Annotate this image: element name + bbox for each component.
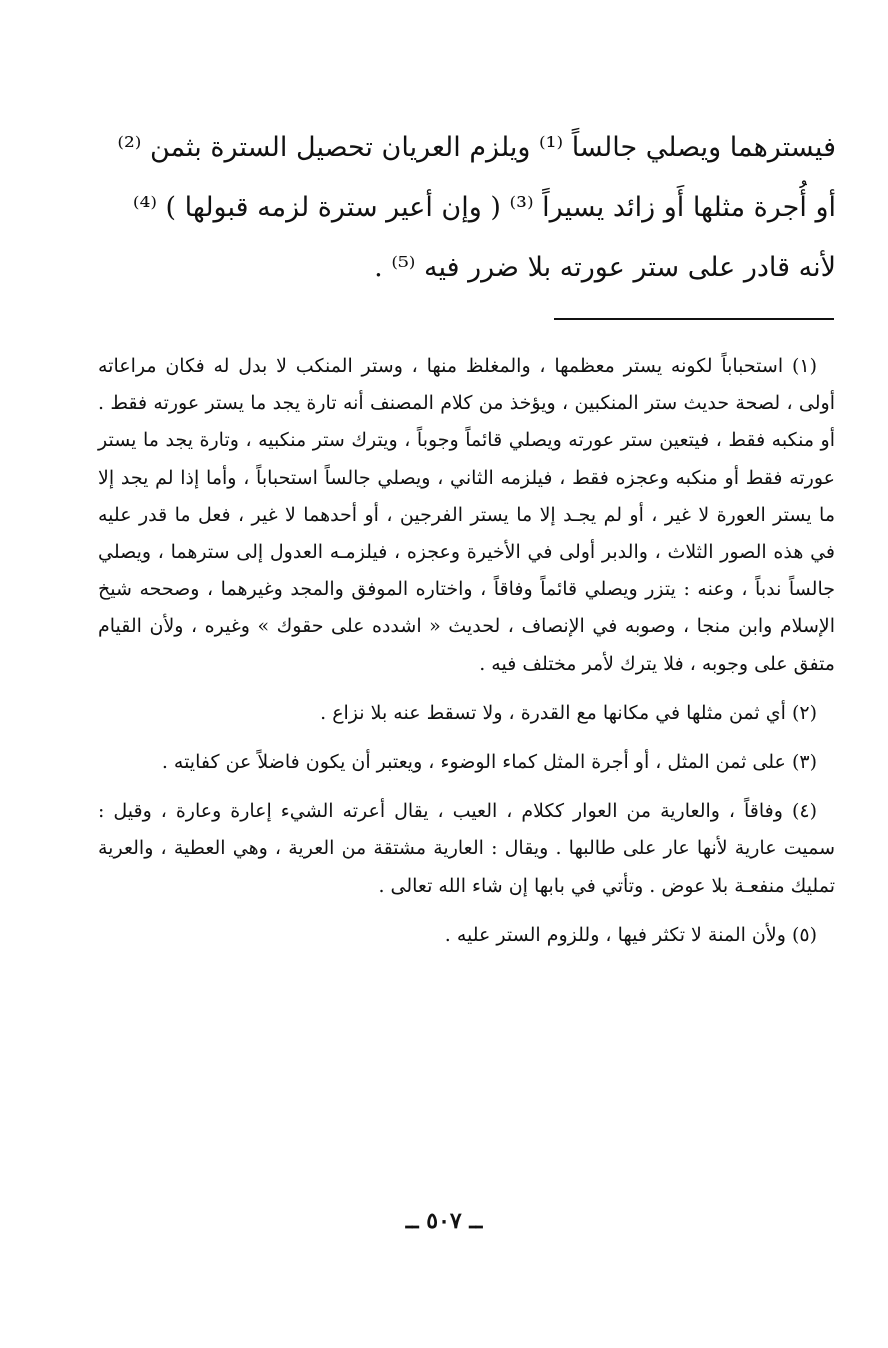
footnote-number: (٤): [791, 800, 817, 823]
footnote-2: [98, 695, 835, 732]
footnote-number: (٢): [791, 701, 817, 724]
main-text-line-2: أو أُجرة مثلها أَو زائد يسيراً ⁽³⁾ ( وإن أعير سترة لزمه قبولها ) ⁽⁴⁾: [132, 192, 836, 223]
footnote-divider: [554, 318, 834, 320]
footnote-text: على ثمن المثل ، أو أجرة المثل كماء الوضوء ، ويعتبر أن يكون فاضلاً عن كفايته .: [161, 751, 786, 774]
footnote-text: ولأن المنة لا تكثر فيها ، وللزوم الستر عليه .: [444, 923, 786, 946]
footnote-1: [98, 348, 835, 683]
page-number: ــ ٥٠٧ ــ: [405, 1208, 483, 1234]
footnote-number: (٥): [791, 923, 817, 946]
footnote-number: (١): [791, 355, 818, 377]
footnote-number: (٣): [791, 751, 817, 774]
main-text-line-3: لأنه قادر على ستر عورته بلا ضرر فيه ⁽⁵⁾ .: [374, 252, 836, 283]
footnotes-section: [98, 348, 835, 966]
main-text-block: [96, 118, 836, 298]
footnote-text: أي ثمن مثلها في مكانها مع القدرة ، ولا تسقط عنه بلا نزاع .: [320, 701, 786, 724]
footnote-text: استحباباً لكونه يستر معظمها ، والمغلظ منها ، وستر المنكب لا بدل له فكان مراعاته أولى ، لصحة حديث ستر المنكبين ، ويؤخذ من كلام المصنف أنه تارة يجد ما يستر عورته فقط . أو منكبه فقط ، فيتعين ستر عورته ويصلي قائماً وجوباً ، ويترك ستر منكبيه ، وتارة يجد ما يستر عورته فقط أو منكبه وعجزه فقط ، فيلزمه الثاني ، ويصلي جالساً استحباباً ، وأما إذا لم يجد إلا ما يستر العورة لا غير ، أو لم يجـد إلا ما يستر الفرجين ، أو أحدهما لا غير ، فعل ما قدر عليه في هذه الصور الثلاث ، والدبر أولى في الأخيرة وعجزه ، فيلزمـه العدول إلى سترهما ، ويصلي جالساً ندباً ، وعنه : يتزر ويصلي قائماً وفاقاً ، واختاره الموفق والمجد وغيرهما ، وصححه شيخ الإسلام وابن منجا ، وصوبه في الإنصاف ، لحديث « اشدده على حقوك » وغيره ، ولأن القيام متفق على وجوبه ، فلا يترك لأمر مختلف فيه .: [98, 355, 835, 675]
footnote-text: وفاقاً ، والعارية من العوار ككلام ، العيب ، يقال أعرته الشيء إعارة وعارة ، وقيل : سميت عارية لأنها عار على طالبها . ويقال : العارية مشتقة من العرية ، وهي العطية ، والعرية تمليك منفعـة بلا عوض . وتأتي في بابها إن شاء الله تعالى .: [98, 800, 835, 897]
main-text-line-1: فيسترهما ويصلي جالساً ⁽¹⁾ ويلزم العريان تحصيل السترة بثمن ⁽²⁾: [117, 132, 836, 163]
footnote-4: [98, 793, 835, 905]
footnote-3: [98, 744, 835, 781]
footnote-5: [98, 917, 835, 954]
